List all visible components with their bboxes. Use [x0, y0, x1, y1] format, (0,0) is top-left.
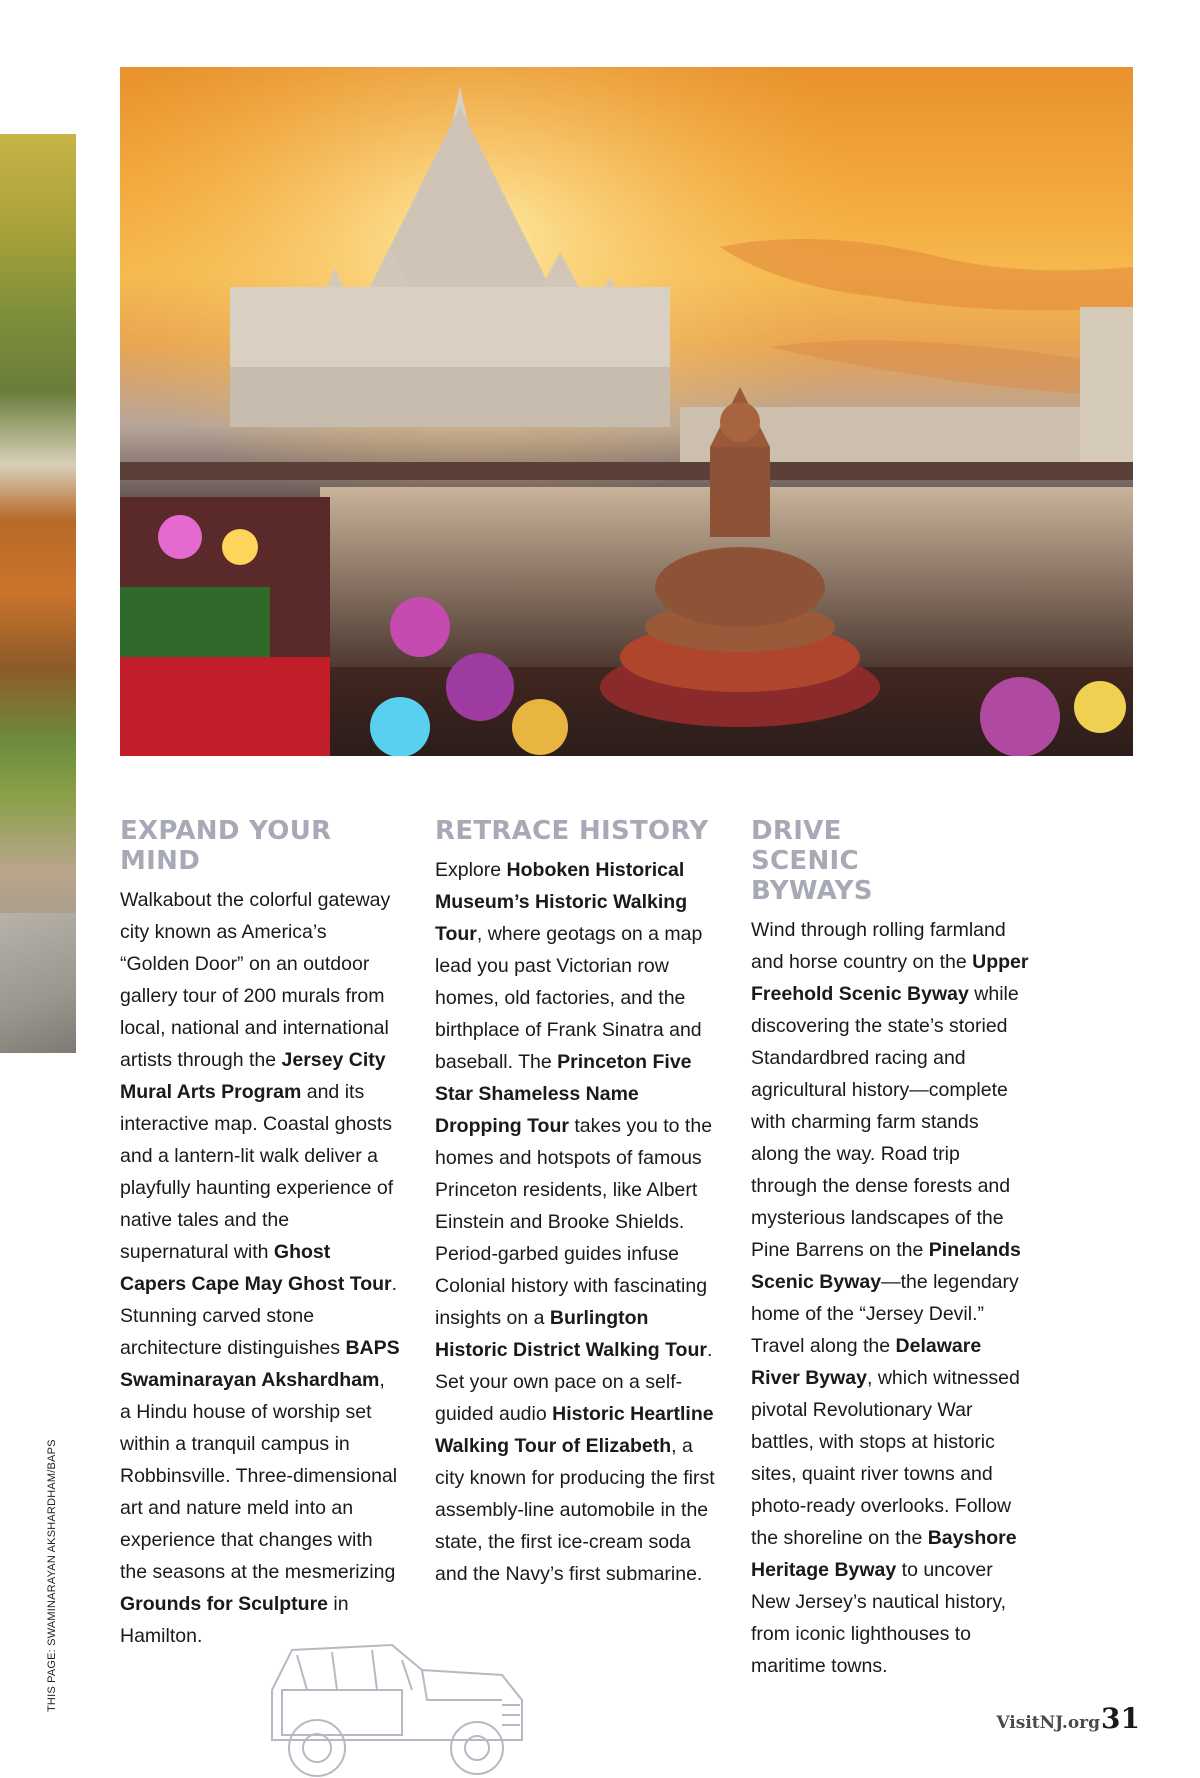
- body-text: , a city known for producing the first assembly-line automobile in the state, the first ice-cream soda and the Navy’s first submarine.: [435, 1435, 715, 1585]
- section-body: [751, 914, 1031, 1682]
- body-text: Explore: [435, 859, 507, 881]
- column-drive-scenic-byways: [751, 816, 1031, 1682]
- attraction-name: Bayshore Heritage Byway: [751, 1527, 1017, 1581]
- temple-illustration: [120, 67, 1133, 756]
- body-text: . Set your own pace on a self-guided audio: [435, 1339, 713, 1425]
- section-heading: DRIVE SCENIC BYWAYS: [751, 816, 873, 906]
- attraction-name: Princeton Five Star Shameless Name Dropping Tour: [435, 1051, 692, 1137]
- attraction-name: Jersey City Mural Arts Program: [120, 1049, 386, 1103]
- section-heading: RETRACE HISTORY: [435, 816, 709, 846]
- body-text: Walkabout the colorful gateway city known as America’s “Golden Door” on an outdoor gallery tour of 200 murals from local, national and international artists through the: [120, 889, 391, 1071]
- attraction-name: Burlington Historic District Walking Tour: [435, 1307, 707, 1361]
- body-text: —the legendary home of the “Jersey Devil.” Travel along the: [751, 1271, 1019, 1357]
- section-body: [435, 854, 715, 1590]
- walkway-detail: [0, 913, 76, 1053]
- attraction-name: Historic Heartline Walking Tour of Elizabeth: [435, 1403, 714, 1457]
- attraction-name: Grounds for Sculpture: [120, 1593, 329, 1615]
- body-text: takes you to the homes and hotspots of famous Princeton residents, like Albert Einstein and Brooke Shields. Period-garbed guides infuse Colonial history with fascinating insights on a: [435, 1115, 713, 1329]
- attraction-name: Pinelands Scenic Byway: [751, 1239, 1021, 1293]
- body-text: in Hamilton.: [120, 1593, 349, 1647]
- body-text: Wind through rolling farmland and horse country on the: [751, 919, 1006, 973]
- jeep-illustration: [252, 1630, 532, 1778]
- attraction-name: Hoboken Historical Museum’s Historic Walking Tour: [435, 859, 688, 945]
- page-number: 31: [1101, 1702, 1140, 1735]
- body-text: . Stunning carved stone architecture distinguishes: [120, 1273, 398, 1359]
- attraction-name: BAPS Swaminarayan Akshardham: [120, 1337, 400, 1391]
- column-retrace-history: [435, 816, 715, 1590]
- section-heading: EXPAND YOUR MIND: [120, 816, 332, 876]
- body-text: to uncover New Jersey’s nautical history, from iconic lighthouses to maritime towns.: [751, 1559, 1007, 1677]
- column-expand-your-mind: [120, 816, 400, 1652]
- attraction-name: Delaware River Byway: [751, 1335, 982, 1389]
- section-body: [120, 884, 400, 1652]
- attraction-name: Upper Freehold Scenic Byway: [751, 951, 1029, 1005]
- photo-credit: THIS PAGE: SWAMINARAYAN AKSHARDHAM/BAPS: [46, 1439, 58, 1712]
- website-url: VisitNJ.org: [996, 1713, 1100, 1733]
- temple-photo: [120, 67, 1133, 756]
- autumn-park-photo: [0, 134, 76, 1053]
- body-text: and its interactive map. Coastal ghosts and a lantern-lit walk deliver a playfully haunting experience of native tales and the supernatural with: [120, 1081, 394, 1263]
- body-text: , a Hindu house of worship set within a tranquil campus in Robbinsville. Three-dimensional art and nature meld into an experience that changes with the seasons at the mesmerizing: [120, 1369, 398, 1583]
- body-text: while discovering the state’s storied Standardbred racing and agricultural history—complete with charming farm stands along the way. Road trip through the dense forests and mysterious landscapes of the Pine Barrens on the: [751, 983, 1019, 1261]
- attraction-name: Ghost Capers Cape May Ghost Tour: [120, 1241, 392, 1295]
- body-text: , where geotags on a map lead you past Victorian row homes, old factories, and the birthplace of Frank Sinatra and baseball. The: [435, 923, 703, 1073]
- body-text: , which witnessed pivotal Revolutionary War battles, with stops at historic sites, quaint river towns and photo-ready overlooks. Follow the shoreline on the: [751, 1367, 1020, 1549]
